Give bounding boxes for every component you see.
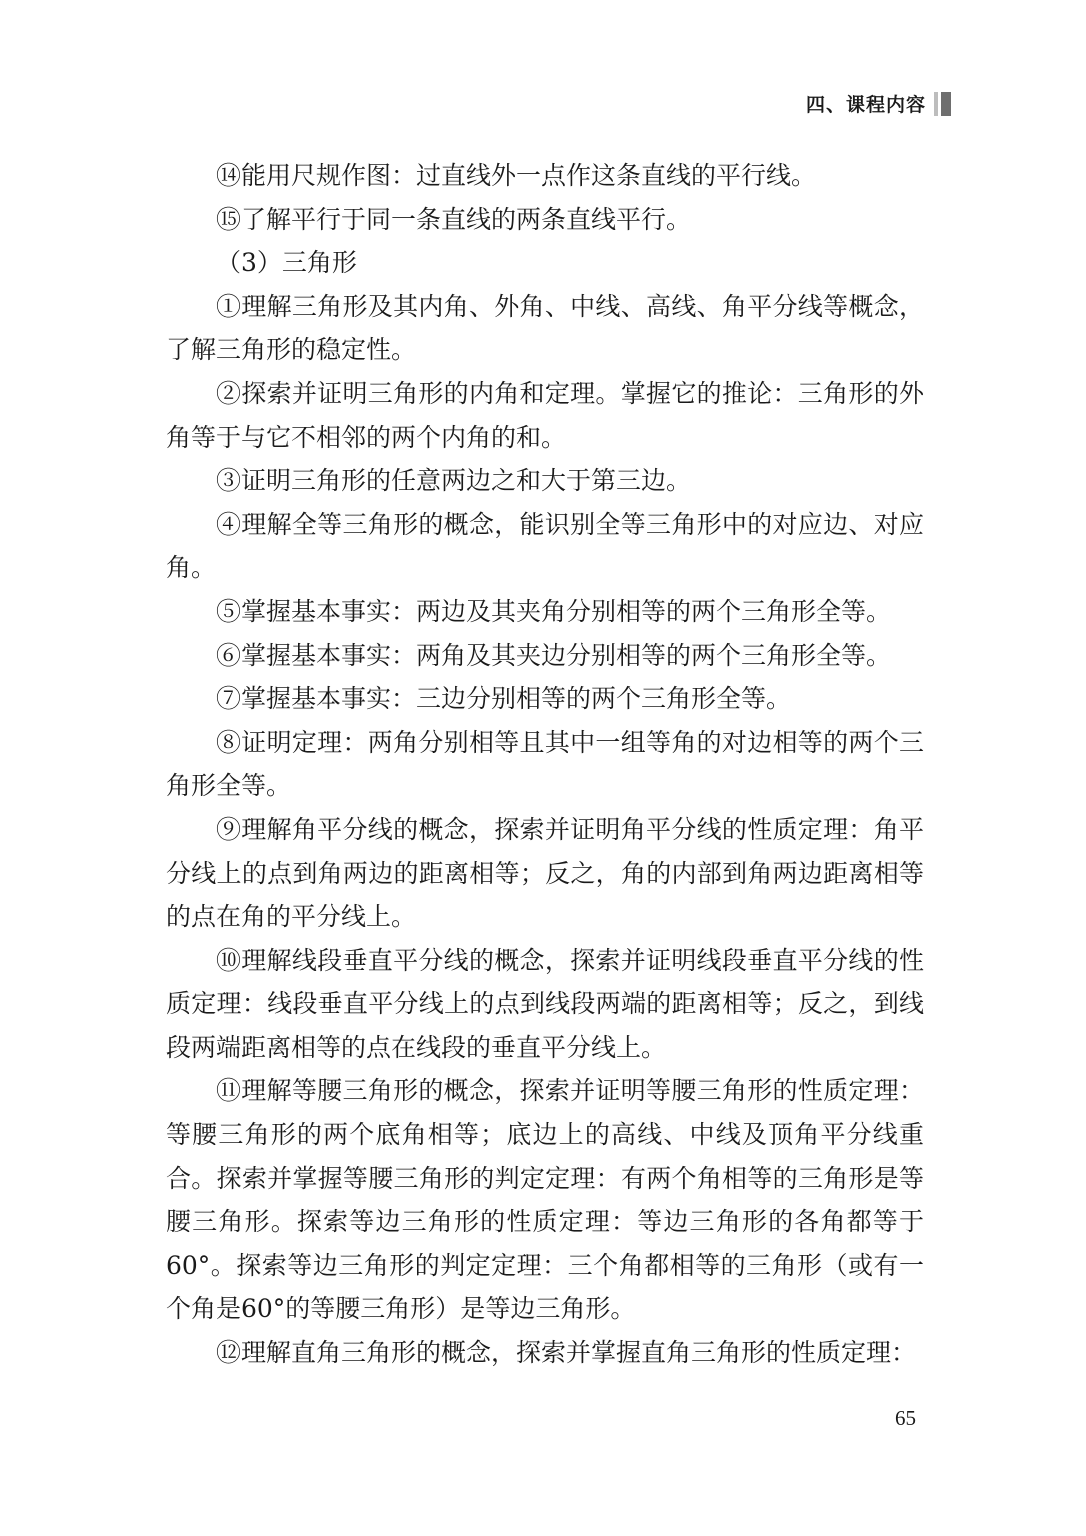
- paragraph-item-2: ②探索并证明三角形的内角和定理。掌握它的推论：三角形的外角等于与它不相邻的两个内角的和。: [166, 378, 924, 452]
- paragraph-item-5: ⑤掌握基本事实：两边及其夹角分别相等的两个三角形全等。: [216, 596, 892, 626]
- paragraph-item-9: ⑨理解角平分线的概念，探索并证明角平分线的性质定理：角平分线上的点到角两边的距离相等；反之，角的内部到角两边距离相等的点在角的平分线上。: [166, 814, 924, 932]
- paragraph-item-3: ③证明三角形的任意两边之和大于第三边。: [216, 466, 692, 496]
- section-heading-triangle: （3）三角形: [216, 248, 357, 278]
- page-body: [166, 154, 924, 1375]
- paragraph-item-1: ①理解三角形及其内角、外角、中线、高线、角平分线等概念，了解三角形的稳定性。: [166, 291, 924, 365]
- running-header: [806, 90, 951, 117]
- paragraph-item-15: ⑮了解平行于同一条直线的两条直线平行。: [216, 204, 692, 234]
- paragraph-item-8: ⑧证明定理：两角分别相等且其中一组等角的对边相等的两个三角形全等。: [166, 727, 924, 801]
- paragraph-item-10: ⑩理解线段垂直平分线的概念，探索并证明线段垂直平分线的性质定理：线段垂直平分线上的点到线段两端的距离相等；反之，到线段两端距离相等的点在线段的垂直平分线上。: [166, 945, 924, 1062]
- paragraph-item-6: ⑥掌握基本事实：两角及其夹边分别相等的两个三角形全等。: [216, 640, 892, 670]
- paragraph-item-14: ⑭能用尺规作图：过直线外一点作这条直线的平行线。: [216, 161, 817, 190]
- page-number: 65: [895, 1406, 916, 1430]
- paragraph-item-7: ⑦掌握基本事实：三边分别相等的两个三角形全等。: [216, 684, 792, 714]
- section-title: 四、课程内容: [805, 94, 926, 116]
- header-bar-thin: [934, 92, 938, 116]
- paragraph-item-12: ⑫理解直角三角形的概念，探索并掌握直角三角形的性质定理：: [216, 1338, 917, 1368]
- header-bar-decoration: [934, 92, 951, 116]
- paragraph-item-4: ④理解全等三角形的概念，能识别全等三角形中的对应边、对应角。: [166, 509, 924, 583]
- paragraph-item-11: ⑪理解等腰三角形的概念，探索并证明等腰三角形的性质定理：等腰三角形的两个底角相等；底边上的高线、中线及顶角平分线重合。探索并掌握等腰三角形的判定定理：有两个角相等的三角形是等腰三角形。探索等边三角形的性质定理：等边三角形的各角都等于60°。探索等边三角形的判定定理：三个角都相等的三角形（或有一个角是60°的等腰三角形）是等边三角形。: [166, 1076, 924, 1324]
- header-bar-thick: [941, 92, 951, 116]
